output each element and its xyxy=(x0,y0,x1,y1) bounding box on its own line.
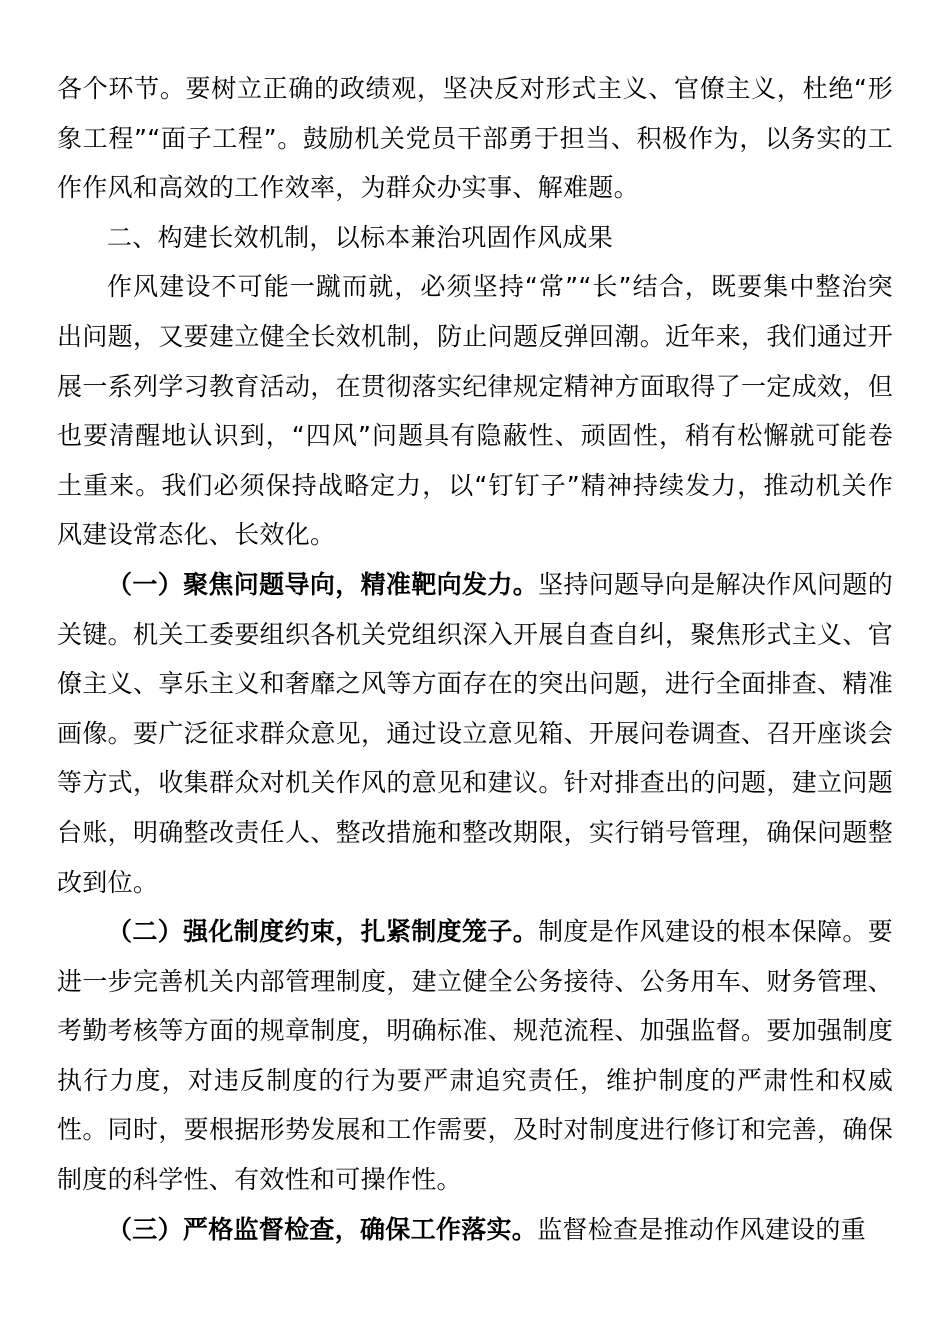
section-heading-text: 二、构建长效机制，以标本兼治巩固作风成果 xyxy=(107,222,614,252)
paragraph-text: 各个环节。要树立正确的政绩观，坚决反对形式主义、官僚主义，杜绝“形象工程”“面子工程”。鼓励机关党员干部勇于担当、积极作为，以务实的工作作风和高效的工作效率，为群众办实事、解难题。 xyxy=(57,74,893,203)
subsection-text: 制度是作风建设的根本保障。要进一步完善机关内部管理制度，建立健全公务接待、公务用车、财务管理、考勤考核等方面的规章制度，明确标准、规范流程、加强监督。要加强制度执行力度，对违反制度的行为要严肃追究责任，维护制度的严肃性和权威性。同时，要根据形势发展和工作需要，及时对制度进行修订和完善，确保制度的科学性、有效性和可操作性。 xyxy=(57,917,893,1195)
subsection-2 xyxy=(57,907,893,1205)
paragraph-text: 作风建设不可能一蹴而就，必须坚持“常”“长”结合，既要集中整治突出问题，又要建立健全长效机制，防止问题反弹回潮。近年来，我们通过开展一系列学习教育活动，在贯彻落实纪律规定精神方面取得了一定成效，但也要清醒地认识到，“四风”问题具有隐蔽性、顽固性，稍有松懈就可能卷土重来。我们必须保持战略定力，以“钉钉子”精神持续发力，推动机关作风建设常态化、长效化。 xyxy=(57,272,893,550)
paragraph-body xyxy=(57,262,893,560)
subsection-text: 坚持问题导向是解决作风问题的关键。机关工委要组织各机关党组织深入开展自查自纠，聚焦形式主义、官僚主义、享乐主义和奢靡之风等方面存在的突出问题，进行全面排查、精准画像。要广泛征求群众意见，通过设立意见箱、开展问卷调查、召开座谈会等方式，收集群众对机关作风的意见和建议。针对排查出的问题，建立问题台账，明确整改责任人、整改措施和整改期限，实行销号管理，确保问题整改到位。 xyxy=(57,569,893,897)
subsection-lead: （三）严格监督检查，确保工作落实。 xyxy=(107,1214,538,1244)
section-heading-2 xyxy=(57,213,893,263)
subsection-3 xyxy=(57,1205,893,1255)
subsection-1 xyxy=(57,560,893,907)
subsection-lead: （二）强化制度约束，扎紧制度笼子。 xyxy=(107,917,539,947)
document-body xyxy=(57,64,893,1254)
subsection-lead: （一）聚焦问题导向，精准靶向发力。 xyxy=(107,569,539,599)
paragraph-continuation xyxy=(57,64,893,213)
subsection-text: 监督检查是推动作风建设的重 xyxy=(537,1214,867,1244)
